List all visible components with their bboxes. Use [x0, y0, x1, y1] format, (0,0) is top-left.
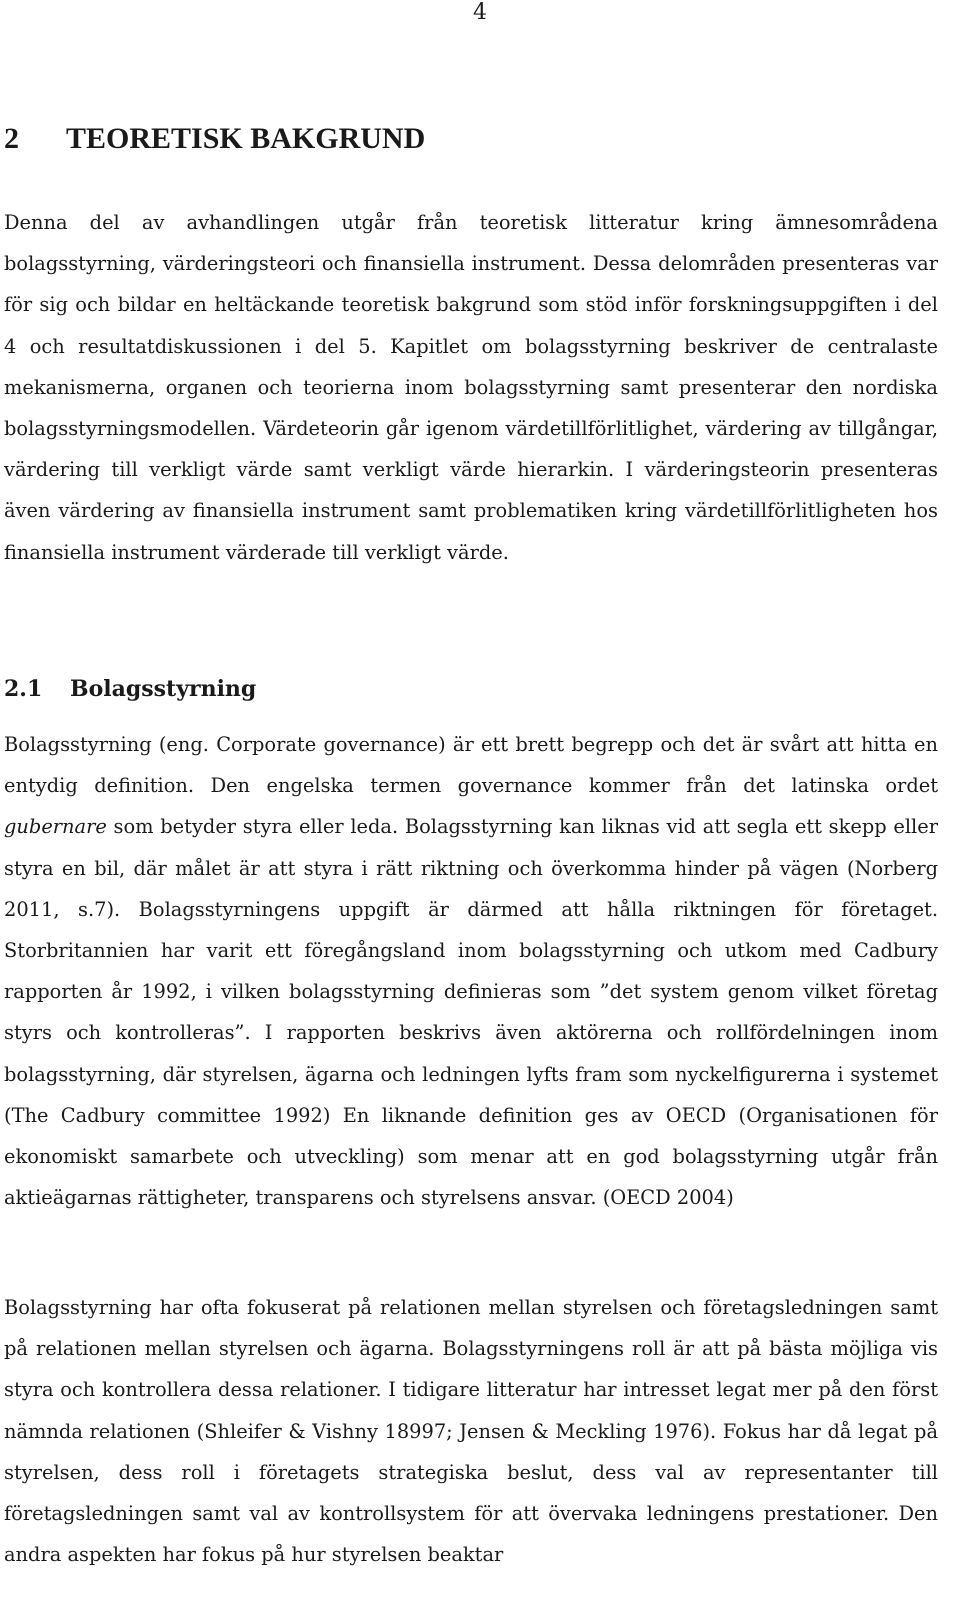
- third-paragraph: Bolagsstyrning har ofta fokuserat på relationen mellan styrelsen och företagsledningen samt på relationen mellan styrelsen och ägarna. Bolagsstyrningens roll är att på bästa möjliga vis styra och kontrollera dessa relationer. I tidigare litteratur har intresset legat mer på den först nämnda relationen (Shleifer & Vishny 18997; Jensen & Meckling 1976). Fokus har då legat på styrelsen, dess roll i företagets strategiska beslut, dess val av representanter till företagsledningen samt val av kontrollsystem för att övervaka ledningens prestationer. Den andra aspekten har fokus på hur styrelsen beaktar: [4, 1296, 938, 1567]
- latin-term: gubernare: [4, 815, 107, 839]
- chapter-title: TEORETISK BAKGRUND: [66, 122, 426, 155]
- section-paragraph: [4, 724, 938, 1218]
- intro-paragraph: Denna del av avhandlingen utgår från teoretisk litteratur kring ämnesområdena bolagsstyrning, värderingsteori och finansiella instrument. Dessa delområden presenteras var för sig och bildar en heltäckande teoretisk bakgrund som stöd inför forskningsuppgiften i del 4 och resultatdiskussionen i del 5. Kapitlet om bolagsstyrning beskriver de centralaste mekanismerna, organen och teorierna inom bolagsstyrning samt presenterar den nordiska bolagsstyrningsmodellen. Värdeteorin går igenom värdetillförlitlighet, värdering av tillgångar, värdering till verkligt värde samt verkligt värde hierarkin. I värderingsteorin presenteras även värdering av finansiella instrument samt problematiken kring värdetillförlitligheten hos finansiella instrument värderade till verkligt värde.: [4, 211, 938, 564]
- chapter-heading: [4, 122, 425, 156]
- section-paragraph-text-start: Bolagsstyrning (eng. Corporate governance) är ett brett begrepp och det är svårt att hitta en entydig definition. Den engelska termen governance kommer från det latinska ordet: [4, 733, 938, 798]
- section-title: Bolagsstyrning: [70, 676, 257, 702]
- section-paragraph-text-end: som betyder styra eller leda. Bolagsstyrning kan liknas vid att segla ett skepp eller styra en bil, där målet är att styra i rätt riktning och överkomma hinder på vägen (Norberg 2011, s.7). Bolagsstyrningens uppgift är därmed att hålla riktningen för företaget. Storbritannien har varit ett föregångsland inom bolagsstyrning och utkom med Cadbury rapporten år 1992, i vilken bolagsstyrning definieras som ”det system genom vilket företag styrs och kontrolleras”. I rapporten beskrivs även aktörerna och rollfördelningen inom bolagsstyrning, där styrelsen, ägarna och ledningen lyfts fram som nyckelfigurerna i systemet (The Cadbury committee 1992) En liknande definition ges av OECD (Organisationen för ekonomiskt samarbete och utveckling) som menar att en god bolagsstyrning utgår från aktieägarnas rättigheter, transparens och styrelsens ansvar. (OECD 2004): [4, 815, 938, 1210]
- section-number: 2.1: [4, 676, 43, 702]
- page-number: 4: [473, 0, 487, 25]
- chapter-number: 2: [4, 122, 19, 155]
- section-heading: [4, 674, 256, 704]
